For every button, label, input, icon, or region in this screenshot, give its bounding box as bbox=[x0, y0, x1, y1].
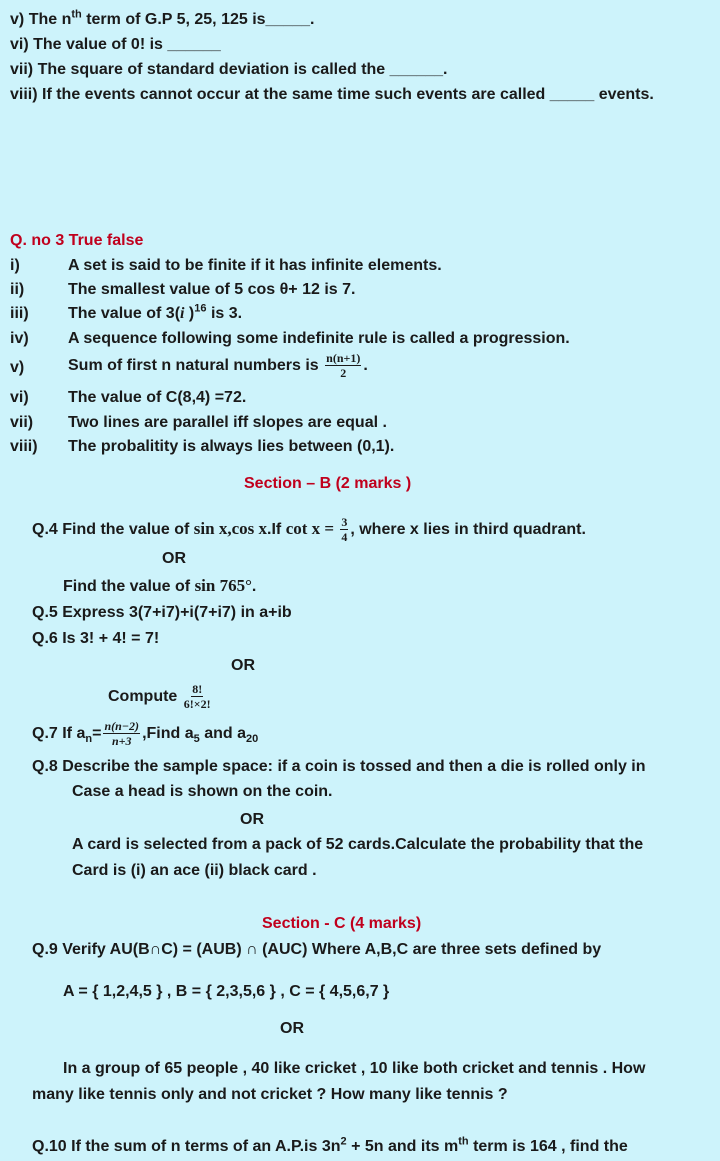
blank-item-viii: viii) If the events cannot occur at the same time such events are called _____ events. bbox=[10, 86, 654, 103]
fraction-denominator: 2 bbox=[340, 366, 347, 381]
blank-item-vi: vi) The value of 0! is ______ bbox=[10, 36, 221, 53]
question-6: Q.6 Is 3! + 4! = 7! bbox=[32, 630, 160, 647]
superscript: 2 bbox=[340, 1135, 347, 1148]
or-separator: OR bbox=[162, 550, 186, 567]
question-8-line-3: A card is selected from a pack of 52 cards.Calculate the probability that the bbox=[72, 836, 644, 853]
tf-num-7: vii) bbox=[10, 414, 34, 431]
tf-num-2: ii) bbox=[10, 281, 25, 298]
tf-num-4: iv) bbox=[10, 330, 29, 347]
question-text: + 5n and its m bbox=[346, 1138, 459, 1155]
fraction-numerator: 8! bbox=[192, 682, 203, 697]
superscript: th bbox=[71, 8, 82, 21]
subscript: n bbox=[85, 733, 93, 746]
question-4-alt bbox=[63, 576, 256, 597]
true-false-heading: Q. no 3 True false bbox=[10, 232, 144, 249]
tf-num-1: i) bbox=[10, 257, 20, 274]
question-9-alt-line-2: many like tennis only and not cricket ? How many like tennis ? bbox=[32, 1086, 508, 1103]
item-text: + 12 is 7. bbox=[288, 281, 356, 298]
question-text: and a bbox=[199, 725, 246, 742]
tf-item-8: The probalitity is always lies between (0,1). bbox=[68, 438, 395, 455]
sets-definition: A = { 1,2,4,5 } , B = { 2,3,5,6 } , C = { 4,5,6,7 } bbox=[63, 983, 390, 1000]
question-10 bbox=[32, 1137, 628, 1157]
tf-item-3 bbox=[68, 304, 242, 324]
question-text: Q.7 If a bbox=[32, 725, 86, 742]
tf-num-5: v) bbox=[10, 359, 25, 376]
question-text: = bbox=[92, 725, 102, 742]
tf-item-7: Two lines are parallel iff slopes are equal . bbox=[68, 414, 387, 431]
math-expression: sin 765° bbox=[194, 576, 252, 595]
item-text: term of G.P 5, 25, 125 is_____. bbox=[81, 11, 315, 28]
question-text: term is 164 , find the bbox=[468, 1138, 628, 1155]
item-text: is 3. bbox=[206, 305, 243, 322]
fraction-denominator: n+3 bbox=[111, 734, 132, 749]
tf-item-2 bbox=[68, 280, 355, 300]
tf-num-8: viii) bbox=[10, 438, 38, 455]
item-text: The n bbox=[28, 11, 72, 28]
question-9: Q.9 Verify AU(B∩C) = (AUB) ∩ (AUC) Where A,B,C are three sets defined by bbox=[32, 941, 602, 958]
subscript: 5 bbox=[193, 733, 200, 746]
item-number: v) bbox=[10, 11, 25, 28]
superscript: 16 bbox=[194, 302, 207, 315]
item-text: . bbox=[363, 357, 368, 374]
subscript: 20 bbox=[245, 733, 259, 746]
question-5: Q.5 Express 3(7+i7)+i(7+i7) in a+ib bbox=[32, 604, 292, 621]
blank-item-vii: vii) The square of standard deviation is called the ______. bbox=[10, 61, 448, 78]
question-text: Compute bbox=[108, 688, 178, 705]
tf-item-4: A sequence following some indefinite rule is called a progression. bbox=[68, 330, 570, 347]
or-separator: OR bbox=[240, 811, 264, 828]
item-text: The smallest value of 5 cos bbox=[68, 281, 280, 298]
tf-item-5 bbox=[68, 352, 368, 380]
or-separator: OR bbox=[231, 657, 255, 674]
question-text: .If bbox=[267, 521, 286, 538]
fraction bbox=[103, 720, 140, 747]
question-text: ,Find a bbox=[142, 725, 194, 742]
question-8-line-1: Q.8 Describe the sample space: if a coin is tossed and then a die is rolled only in bbox=[32, 758, 646, 775]
item-text: ) bbox=[184, 305, 195, 322]
question-text: Find the value of bbox=[63, 578, 195, 595]
fraction bbox=[325, 352, 361, 379]
tf-item-1: A set is said to be finite if it has infinite elements. bbox=[68, 257, 442, 274]
question-text: Q.4 Find the value of bbox=[32, 521, 194, 538]
question-7 bbox=[32, 718, 258, 750]
tf-item-6: The value of C(8,4) =72. bbox=[68, 389, 247, 406]
math-expression: cot x = bbox=[285, 519, 339, 538]
fraction-numerator: n(n+1) bbox=[326, 351, 361, 366]
fraction bbox=[184, 683, 211, 710]
fraction-numerator: n(n−2) bbox=[104, 719, 140, 734]
math-expression: sin x,cos x bbox=[193, 519, 268, 538]
theta-symbol: θ bbox=[279, 281, 289, 298]
section-b-heading: Section – B (2 marks ) bbox=[244, 475, 412, 492]
section-c-heading: Section - C (4 marks) bbox=[262, 915, 422, 932]
question-4 bbox=[32, 514, 586, 545]
imaginary-unit: i bbox=[180, 305, 185, 322]
question-text: , where x lies in third quadrant. bbox=[350, 521, 586, 538]
or-separator: OR bbox=[280, 1020, 304, 1037]
fraction-denominator: 6!×2! bbox=[183, 697, 211, 712]
question-8-line-4: Card is (i) an ace (ii) black card . bbox=[72, 862, 317, 879]
fraction-numerator: 3 bbox=[341, 515, 348, 530]
question-text: . bbox=[251, 578, 257, 595]
fraction bbox=[340, 516, 348, 543]
question-8-line-2: Case a head is shown on the coin. bbox=[72, 783, 333, 800]
superscript: th bbox=[458, 1135, 469, 1148]
item-text: Sum of first n natural numbers is bbox=[68, 357, 324, 374]
item-text: The value of 3( bbox=[68, 305, 181, 322]
blank-item-v bbox=[10, 10, 314, 30]
compute-expression bbox=[108, 680, 213, 714]
tf-num-3: iii) bbox=[10, 305, 29, 322]
question-text: Q.10 If the sum of n terms of an A.P.is 3n bbox=[32, 1138, 341, 1155]
tf-num-6: vi) bbox=[10, 389, 29, 406]
question-9-alt-line-1: In a group of 65 people , 40 like cricket , 10 like both cricket and tennis . How bbox=[63, 1060, 646, 1077]
fraction-denominator: 4 bbox=[341, 530, 348, 545]
